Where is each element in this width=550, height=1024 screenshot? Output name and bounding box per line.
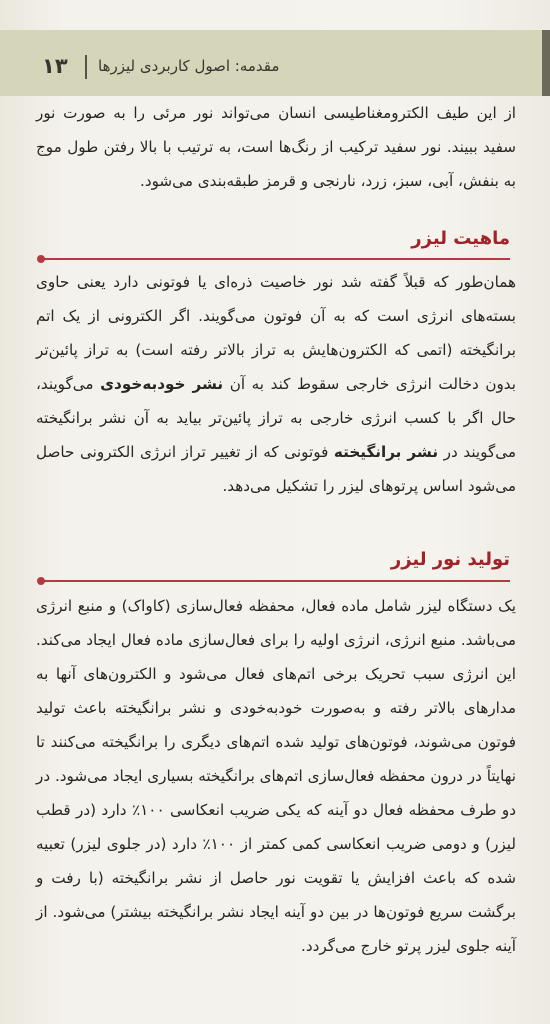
laser-production-paragraph: یک دستگاه لیزر شامل ماده فعال، محفظه فعال‌سازی (کاواک) و منبع انرژی می‌باشد. منبع انرژی، انرژی اولیه را برای فعال‌سازی ماده فعال ایجاد می‌کند. این انرژی سبب تحریک برخی اتم‌های فعال می‌شود و الکترون‌های آنها به مدارهای بالاتر رفته و به‌صورت خودبه‌خودی و نشر برانگیخته باعث تولید فوتون می‌شوند، فوتون‌های تولید شده اتم‌های دیگری را برانگیخته می‌کنند تا نهایتاً در درون محفظه فعال‌سازی اتم‌های برانگیخته بسیاری ایجاد می‌شود. در دو طرف محفظه فعال دو آینه که یکی ضریب انعکاسی ۱۰۰٪ دارد (در قطب لیزر) و دومی ضریب انعکاسی کمی کمتر از ۱۰۰٪ دارد (در جلوی لیزر) تعبیه شده که باعث افزایش یا تقویت نور حاصل از نشر برانگیخته (با رفت و برگشت سریع فوتون‌ها در بین دو آینه ایجاد نشر برانگیخته بیشتر) می‌شود. از آینه جلوی لیزر پرتو خارج می‌گردد. bbox=[36, 597, 517, 955]
bold-term-stimulated-emission: نشر برانگیخته bbox=[333, 443, 439, 461]
header-spine-band bbox=[542, 30, 550, 96]
rule-dot bbox=[37, 577, 45, 585]
page-number: ۱۳ bbox=[42, 54, 68, 78]
running-title: مقدمه: اصول کاربردی لیزرها bbox=[98, 57, 280, 75]
section-title-nature-of-laser: ماهیت لیزر bbox=[411, 228, 510, 249]
rule-dot bbox=[37, 255, 45, 263]
section-title-laser-light-production: تولید نور لیزر bbox=[390, 549, 510, 570]
text-segment: می‌گویند، حال اگر با کسب انرژی خارجی به تراز پائین‌تر بیاید به آن نشر برانگیخته می‌گویند در bbox=[36, 375, 516, 461]
header-divider bbox=[85, 55, 87, 79]
bold-term-spontaneous-emission: نشر خودبه‌خودی bbox=[100, 375, 224, 393]
text-segment: همان‌طور که قبلاً گفته شد نور خاصیت ذره‌ای یا فوتونی دارد یعنی حاوی بسته‌های انرژی است که به آن فوتون می‌گویند. اگر الکترونی از یک اتم برانگیخته (اتمی که الکترون‌هایش به تراز بالاتر رفته است) به تراز پائین‌تر بدون دخالت انرژی خارجی سقوط کند به آن bbox=[36, 273, 517, 393]
section-rule bbox=[40, 258, 510, 260]
intro-paragraph: از این طیف الکترومغناطیسی انسان می‌تواند نور مرئی را به صورت نور سفید ببیند. نور سفید ترکیب از رنگ‌ها است، به ترتیب با بالا رفتن طول موج به بنفش، آبی، سبز، زرد، نارنجی و قرمز طبقه‌بندی می‌شود. bbox=[36, 104, 516, 190]
nature-of-laser-paragraph bbox=[36, 265, 516, 503]
text-segment: فوتونی که از تغییر تراز انرژی الکترونی حاصل می‌شود اساس پرتوهای لیزر را تشکیل می‌دهد. bbox=[36, 443, 516, 495]
section-rule bbox=[40, 580, 510, 582]
